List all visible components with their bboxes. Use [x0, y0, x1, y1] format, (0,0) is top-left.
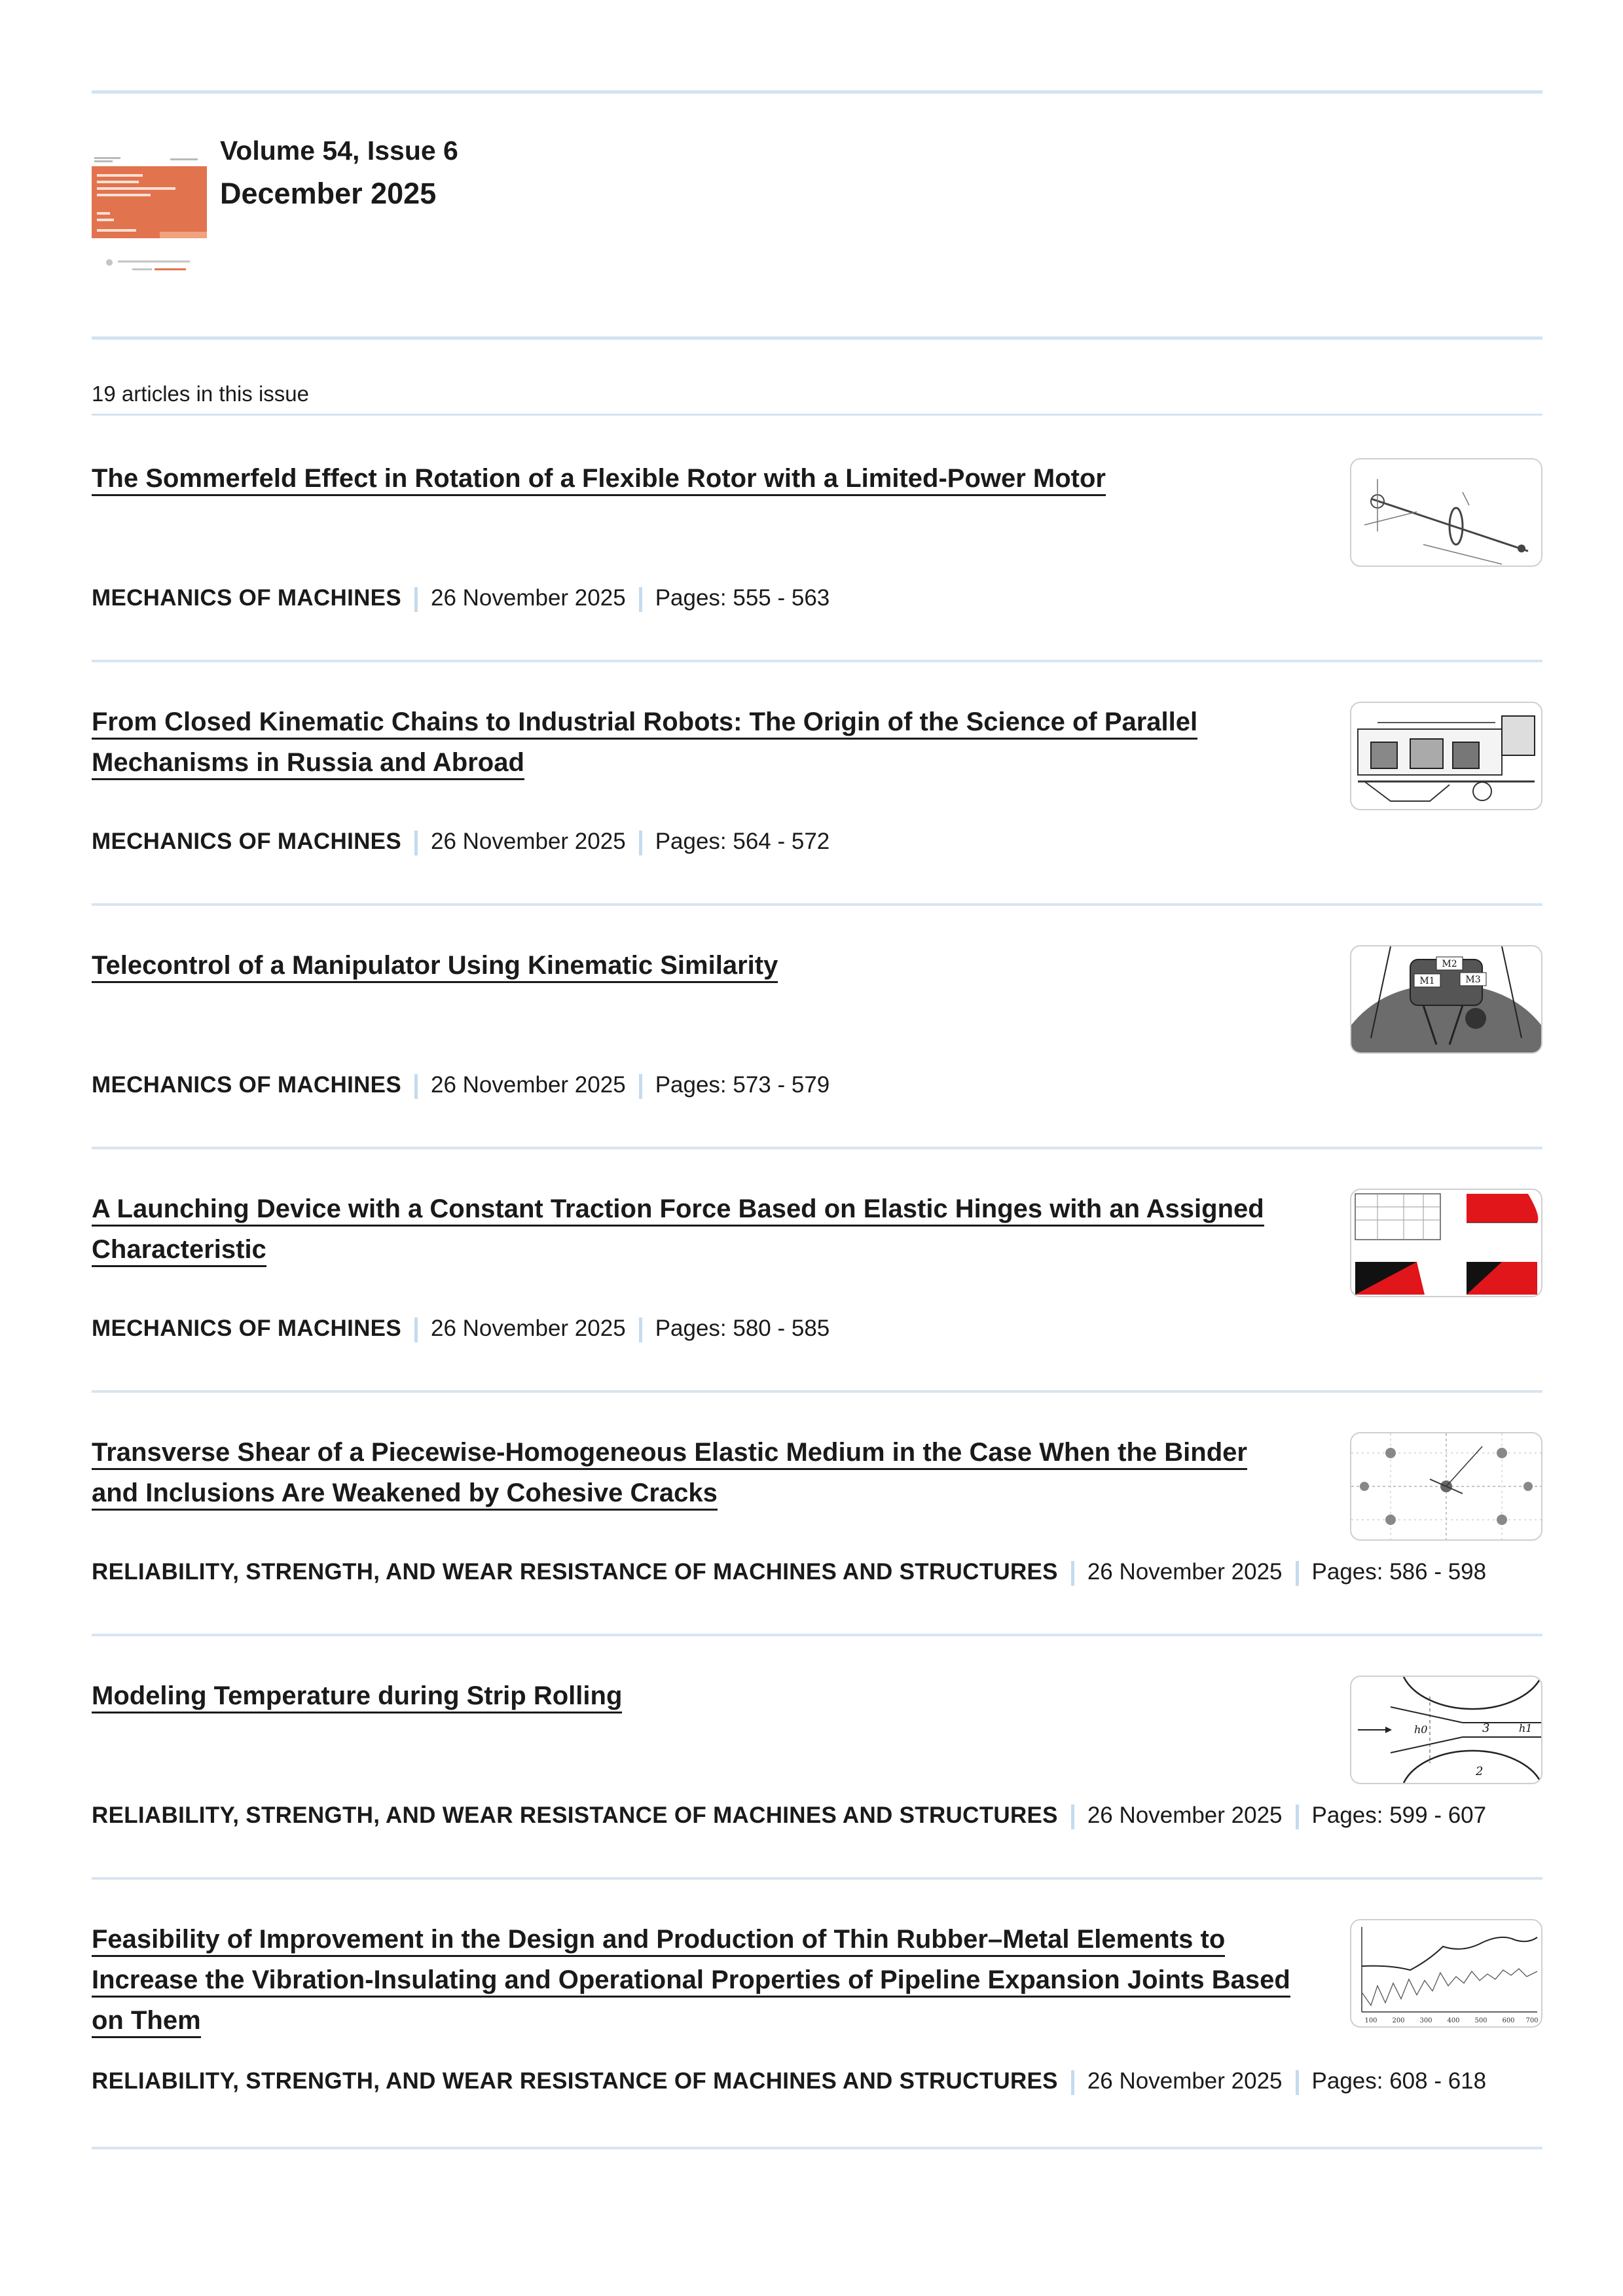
thumb-axis-tick: 500: [1474, 2017, 1487, 2024]
article-meta: [92, 827, 830, 856]
vibration-spectrum-icon[interactable]: [1350, 1919, 1542, 2028]
manipulator-diagram-icon[interactable]: [1350, 945, 1542, 1054]
article-section[interactable]: MECHANICS OF MACHINES: [92, 1316, 401, 1341]
article-pages: Pages: 573 - 579: [655, 1072, 830, 1098]
article-item: [92, 702, 1542, 898]
issue-volume: Volume 54, Issue 6: [220, 135, 458, 166]
article-divider: [92, 1147, 1542, 1149]
journal-cover-icon[interactable]: [92, 156, 207, 279]
article-date: 26 November 2025: [430, 1316, 626, 1341]
thumb-label-m2: M2: [1442, 959, 1457, 969]
header-divider: [92, 336, 1542, 340]
article-title-link[interactable]: Modeling Temperature during Strip Rolling: [92, 1676, 1296, 1716]
article-date: 26 November 2025: [1087, 1559, 1283, 1585]
thumb-label-h0: h0: [1414, 1723, 1428, 1736]
article-title-link[interactable]: A Launching Device with a Constant Traction Force Based on Elastic Hinges with an Assigned Characteristic: [92, 1189, 1296, 1270]
article-date: 26 November 2025: [1087, 2068, 1283, 2094]
article-meta: [92, 1071, 830, 1100]
thumb-label-m1: M1: [1419, 976, 1435, 986]
issue-header: [92, 131, 1542, 281]
article-date: 26 November 2025: [430, 829, 626, 854]
article-meta: [92, 2067, 1486, 2096]
article-title-link[interactable]: Telecontrol of a Manipulator Using Kinematic Similarity: [92, 945, 1296, 986]
article-item: [92, 1432, 1542, 1628]
article-section[interactable]: MECHANICS OF MACHINES: [92, 585, 401, 611]
article-item: [92, 458, 1542, 655]
thumb-axis-tick: 700: [1525, 2017, 1539, 2024]
article-meta: [92, 1801, 1486, 1830]
article-meta: [92, 1314, 830, 1343]
thumb-axis-tick: 300: [1419, 2017, 1432, 2024]
article-pages: Pages: 564 - 572: [655, 829, 830, 854]
article-section[interactable]: MECHANICS OF MACHINES: [92, 829, 401, 854]
thumb-label-2: 2: [1476, 1765, 1484, 1778]
article-pages: Pages: 580 - 585: [655, 1316, 830, 1341]
article-title-link[interactable]: The Sommerfeld Effect in Rotation of a Flexible Rotor with a Limited-Power Motor: [92, 458, 1296, 499]
article-meta: [92, 1558, 1486, 1587]
thumb-axis-tick: 100: [1364, 2017, 1377, 2024]
article-pages: Pages: 608 - 618: [1311, 2068, 1487, 2094]
article-item: [92, 945, 1542, 1141]
thumb-axis-tick: 400: [1447, 2017, 1460, 2024]
article-divider: [92, 1877, 1542, 1880]
article-item: [92, 1676, 1542, 1872]
thumb-label-h1: h1: [1519, 1722, 1533, 1734]
top-divider: [92, 90, 1542, 94]
strip-rolling-icon[interactable]: [1350, 1676, 1542, 1784]
article-pages: Pages: 586 - 598: [1311, 1559, 1487, 1585]
issue-date: December 2025: [220, 177, 437, 210]
launcher-plot-icon[interactable]: [1350, 1189, 1542, 1297]
article-date: 26 November 2025: [1087, 1803, 1283, 1828]
inclusion-grid-icon[interactable]: [1350, 1432, 1542, 1541]
thumb-label-m3: M3: [1465, 975, 1481, 985]
article-date: 26 November 2025: [430, 1072, 626, 1098]
article-section[interactable]: RELIABILITY, STRENGTH, AND WEAR RESISTANCE OF MACHINES AND STRUCTURES: [92, 2068, 1058, 2094]
article-pages: Pages: 599 - 607: [1311, 1803, 1487, 1828]
article-item: [92, 1189, 1542, 1385]
rotor-diagram-icon[interactable]: [1350, 458, 1542, 567]
count-divider: [92, 414, 1542, 416]
machine-drawing-icon[interactable]: [1350, 702, 1542, 810]
article-item: [92, 1919, 1542, 2142]
article-title-link[interactable]: From Closed Kinematic Chains to Industrial Robots: The Origin of the Science of Parallel Mechanisms in Russia and Abroad: [92, 702, 1296, 783]
article-count: 19 articles in this issue: [92, 382, 309, 406]
article-divider: [92, 903, 1542, 906]
article-divider: [92, 2147, 1542, 2149]
article-title-link[interactable]: Feasibility of Improvement in the Design and Production of Thin Rubber–Metal Elements to Increase the Vibration-Insulating and Operational Properties of Pipeline Expansion Joints Based on Them: [92, 1919, 1296, 2041]
article-divider: [92, 660, 1542, 662]
article-pages: Pages: 555 - 563: [655, 585, 830, 611]
article-section[interactable]: RELIABILITY, STRENGTH, AND WEAR RESISTANCE OF MACHINES AND STRUCTURES: [92, 1559, 1058, 1585]
article-date: 26 November 2025: [430, 585, 626, 611]
thumb-axis-tick: 200: [1392, 2017, 1405, 2024]
article-section[interactable]: RELIABILITY, STRENGTH, AND WEAR RESISTANCE OF MACHINES AND STRUCTURES: [92, 1803, 1058, 1828]
thumb-axis-tick: 600: [1502, 2017, 1515, 2024]
article-meta: [92, 584, 830, 613]
article-divider: [92, 1634, 1542, 1636]
article-section[interactable]: MECHANICS OF MACHINES: [92, 1072, 401, 1098]
article-divider: [92, 1390, 1542, 1393]
thumb-label-3: 3: [1482, 1721, 1490, 1735]
article-title-link[interactable]: Transverse Shear of a Piecewise-Homogeneous Elastic Medium in the Case When the Binder and Inclusions Are Weakened by Cohesive Cracks: [92, 1432, 1296, 1513]
